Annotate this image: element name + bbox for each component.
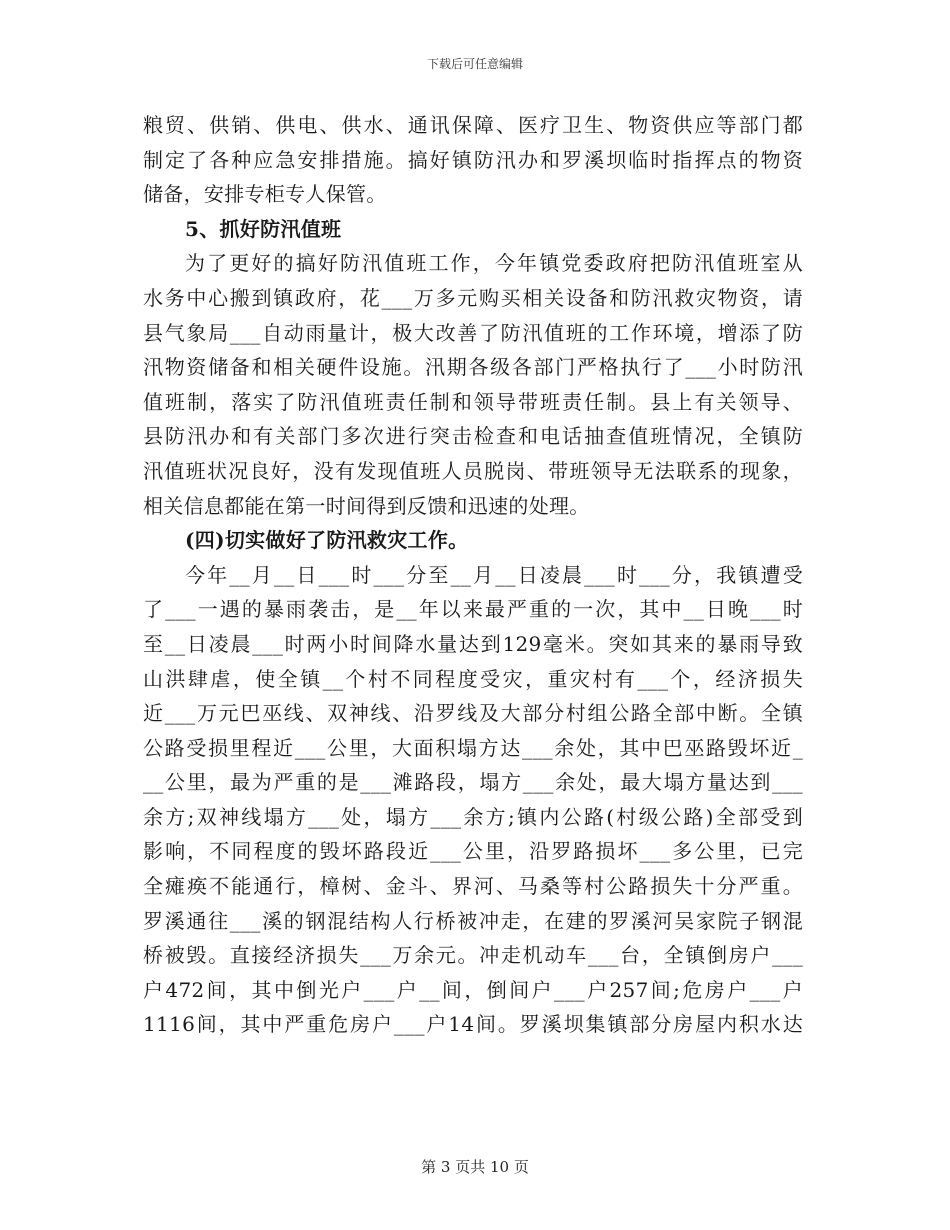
text-line: 罗溪通往___溪的钢混结构人行桥被冲走，在建的罗溪河吴家院子钢混 bbox=[143, 908, 803, 933]
text-line: 为了更好的搞好防汛值班工作，今年镇党委政府把防汛值班室从 bbox=[185, 251, 803, 276]
text-line: 全瘫痪不能通行，樟树、金斗、界河、马桑等村公路损失十分严重。 bbox=[143, 874, 803, 899]
text-line: 今年__月__日___时___分至__月__日凌晨___时___分，我镇遭受 bbox=[185, 562, 803, 587]
text-line: 至__日凌晨___时两小时间降水量达到129毫米。突如其来的暴雨导致 bbox=[143, 631, 803, 656]
text-line: 县防汛办和有关部门多次进行突击检查和电话抽查值班情况，全镇防 bbox=[143, 424, 803, 449]
section-heading: 5、抓好防汛值班 bbox=[185, 216, 342, 241]
text-line: 户472间，其中倒光户___户__间，倒间户___户257间;危房户___户 bbox=[143, 977, 803, 1002]
text-line: 汛物资储备和相关硬件设施。汛期各级各部门严格执行了___小时防汛 bbox=[143, 355, 803, 380]
text-line: 制定了各种应急安排措施。搞好镇防汛办和罗溪坝临时指挥点的物资 bbox=[143, 147, 803, 172]
text-line: 影响，不同程度的毁坏路段近___公里，沿罗路损坏___多公里，已完 bbox=[143, 839, 803, 864]
page-header: 下载后可任意编辑 bbox=[426, 57, 523, 71]
text-line: 桥被毁。直接经济损失___万余元。冲走机动车___台，全镇倒房户___ bbox=[143, 943, 803, 968]
text-line: 汛值班状况良好，没有发现值班人员脱岗、带班领导无法联系的现象， bbox=[143, 458, 803, 483]
text-line: 了___一遇的暴雨袭击，是__年以来最严重的一次，其中__日晚___时 bbox=[143, 597, 803, 622]
text-line: 1116间，其中严重危房户___户14间。罗溪坝集镇部分房屋内积水达 bbox=[143, 1012, 803, 1037]
text-line: __公里，最为严重的是___滩路段，塌方___余处，最大塌方量达到___ bbox=[143, 770, 803, 795]
page-footer: 第 3 页共 10 页 bbox=[421, 1158, 529, 1176]
text-line: 近___万元巴巫线、双神线、沿罗线及大部分村组公路全部中断。全镇 bbox=[143, 701, 803, 726]
text-line: 粮贸、供销、供电、供水、通讯保障、医疗卫生、物资供应等部门都 bbox=[143, 113, 803, 137]
section-heading: (四)切实做好了防汛救灾工作。 bbox=[185, 528, 469, 553]
text-line: 公路受损里程近___公里，大面积塌方达___余处，其中巴巫路毁坏近_ bbox=[143, 735, 803, 760]
text-line: 县气象局___自动雨量计，极大改善了防汛值班的工作环境，增添了防 bbox=[143, 320, 803, 345]
document-body bbox=[143, 108, 803, 1042]
text-line: 余方;双神线塌方___处，塌方___余方;镇内公路(村级公路)全部受到 bbox=[143, 804, 803, 829]
text-line: 山洪肆虐，使全镇__个村不同程度受灾，重灾村有___个，经济损失 bbox=[143, 666, 803, 691]
text-line: 水务中心搬到镇政府，花___万多元购买相关设备和防汛救灾物资，请 bbox=[143, 285, 803, 310]
text-line: 值班制，落实了防汛值班责任制和领导带班责任制。县上有关领导、 bbox=[143, 389, 803, 414]
text-line: 相关信息都能在第一时间得到反馈和迅速的处理。 bbox=[143, 493, 590, 518]
text-line: 储备，安排专柜专人保管。 bbox=[143, 182, 387, 207]
